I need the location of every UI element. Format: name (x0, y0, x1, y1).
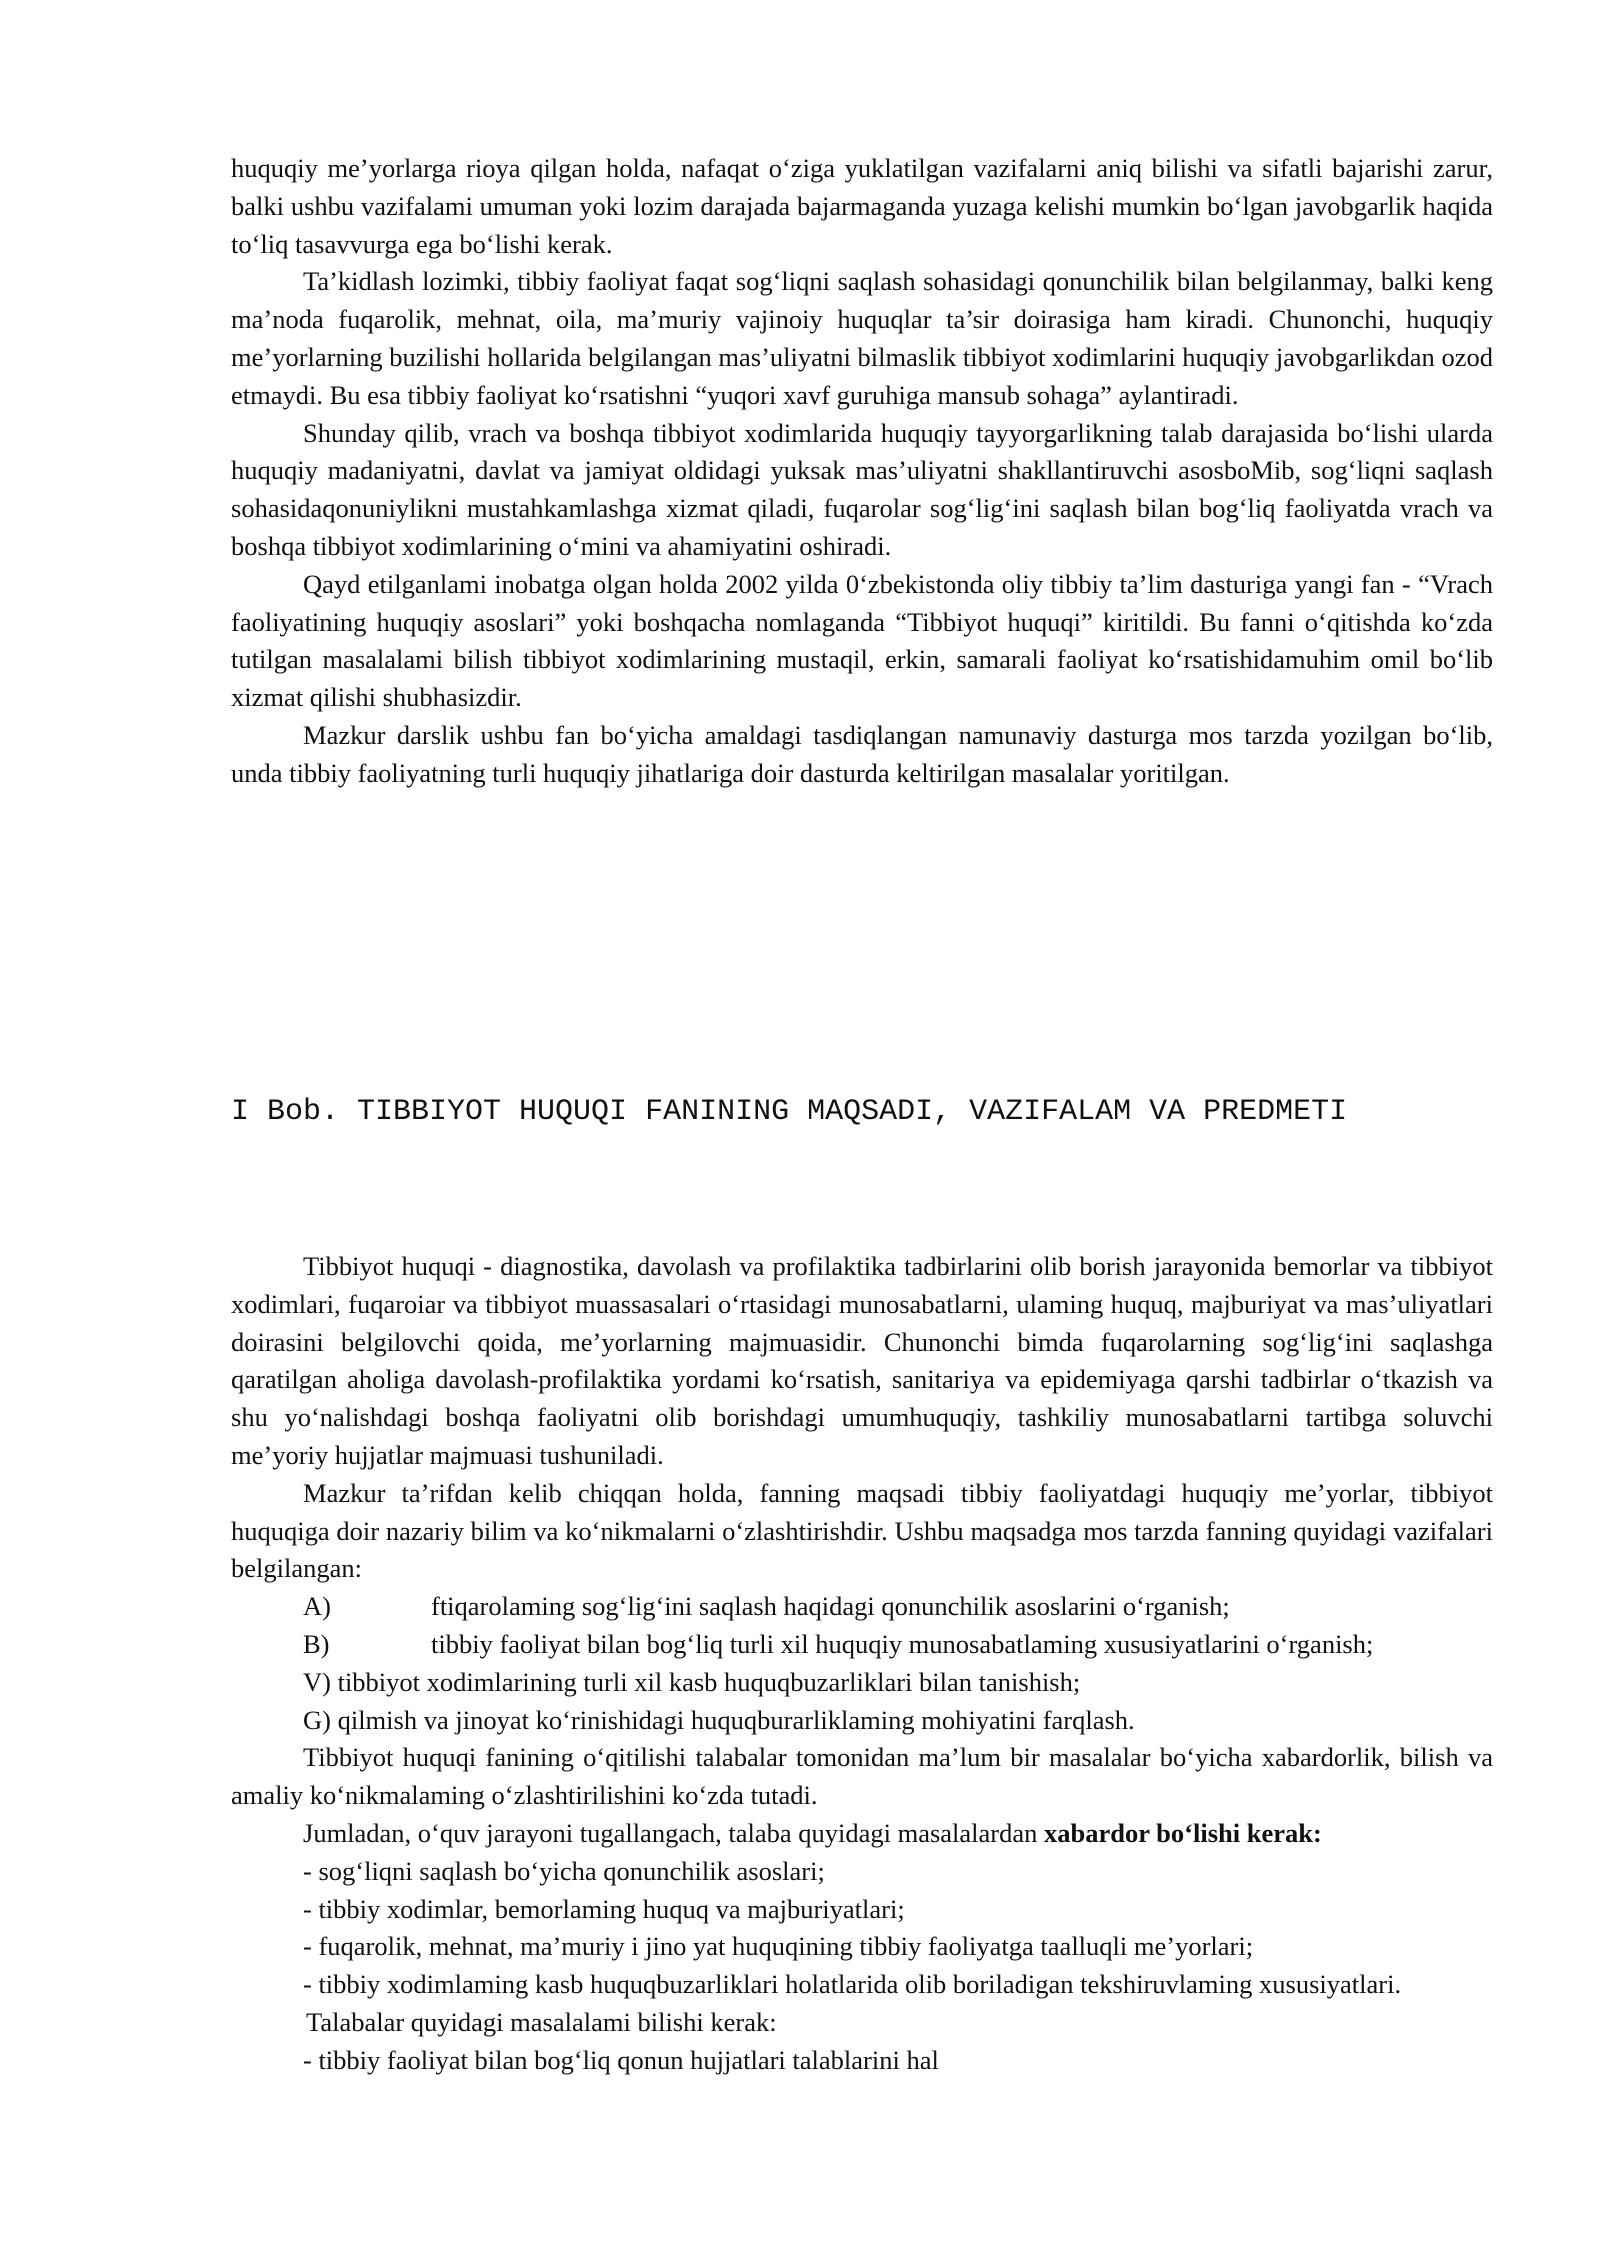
task-item-v: V) tibbiyot xodimlarining turli xil kasb huquqbuzarliklari bilan tanishish; (303, 1666, 1081, 1697)
paragraph-lead: Jumladan, o‘quv jarayoni tugallangach, talaba quyidagi masalalardan (303, 1817, 1045, 1848)
list-item: - fuqarolik, mehnat, ma’muriy i jino yat huquqining tibbiy faoliyatga taalluqli me’yorlari; (303, 1931, 1254, 1962)
paragraph: huquqiy me’yorlarga rioya qilgan holda, nafaqat o‘ziga yuklatilgan vazifalarni aniq bilishi va sifatli bajarishi zarur, balki ushbu vazifalami umuman yoki lozim darajada bajarmaganda yuzaga kelishi mumkin bo‘lgan javobgarlik haqida to‘liq tasavvurga ega bo‘lishi kerak. (231, 153, 1493, 259)
paragraph: Ta’kidlash lozimki, tibbiy faoliyat faqat sog‘liqni saqlash sohasidagi qonunchilik bilan belgilanmay, balki keng ma’noda fuqarolik, mehnat, oila, ma’muriy vajinoiy huquqlar ta’sir doirasiga ham kiradi. Chunonchi, huquqiy me’yorlarning buzilishi hollarida belgilangan mas’uliyatni bilmaslik tibbiyot xodimlarini huquqiy javobgarlikdan ozod etmaydi. Bu esa tibbiy faoliyat ko‘rsatishni “yuqori xavf guruhiga mansub sohaga” aylantiradi. (231, 266, 1493, 410)
paragraph: Shunday qilib, vrach va boshqa tibbiyot xodimlarida huquqiy tayyorgarlikning talab darajasida bo‘lishi ularda huquqiy madaniyatni, davlat va jamiyat oldidagi yuksak mas’uliyatni shakllantiruvchi asosboMib, sog‘liqni saqlash sohasidaqonuniylikni mustahkamlashga xizmat qiladi, fuqarolar sog‘lig‘ini saqlash bilan bog‘liq faoliyatda vrach va boshqa tibbiyot xodimlarining o‘mini va ahamiyatini oshiradi. (231, 417, 1493, 561)
list-item-text: tibbiy faoliyat bilan bog‘liq turli xil huquqiy munosabatlaming xususiyatlarini o‘rganish; (431, 1628, 1374, 1659)
list-item: - sog‘liqni saqlash bo‘yicha qonunchilik asoslari; (303, 1855, 825, 1886)
list-item-text: ftiqarolaming sog‘lig‘ini saqlash haqidagi qonunchilik asoslarini o‘rganish; (431, 1591, 1230, 1622)
intro-section (231, 150, 1493, 793)
bold-phrase: xabardor bo‘lishi kerak: (1044, 1817, 1322, 1848)
task-item-a (231, 1588, 1493, 1626)
paragraph: Tibbiyot huquqi fanining o‘qitilishi talabalar tomonidan ma’lum bir masalalar bo‘yicha xabardorlik, bilish va amaliy ko‘nikmalaming o‘zlashtirilishini ko‘zda tutadi. (231, 1742, 1493, 1811)
paragraph: Mazkur darslik ushbu fan bo‘yicha amaldagi tasdiqlangan namunaviy dasturga mos tarzda yozilgan bo‘lib, unda tibbiy faoliyatning turli huquqiy jihatlariga doir dasturda keltirilgan masalalar yoritilgan. (231, 719, 1493, 788)
task-item-g: G) qilmish va jinoyat ko‘rinishidagi huquqburarliklaming mohiyatini farqlash. (303, 1704, 1135, 1735)
list-marker: B) (303, 1628, 330, 1659)
list-marker: A) (303, 1591, 331, 1622)
list-item: - tibbiy xodimlaming kasb huquqbuzarliklari holatlarida olib boriladigan tekshiruvlaming xususiyatlari. (303, 1969, 1402, 2000)
task-item-b (231, 1626, 1493, 1664)
paragraph: Mazkur ta’rifdan kelib chiqqan holda, fanning maqsadi tibbiy faoliyatdagi huquqiy me’yorlar, tibbiyot huquqiga doir nazariy bilim va ko‘nikmalarni o‘zlashtirishdir. Ushbu maqsadga mos tarzda fanning quyidagi vazifalari belgilangan: (231, 1477, 1493, 1584)
paragraph (231, 1815, 1493, 1853)
paragraph: Qayd etilganlami inobatga olgan holda 2002 yilda 0‘zbekistonda oliy tibbiy ta’lim dasturiga yangi fan - “Vrach faoliyatining huquqiy asoslari” yoki boshqacha nomlaganda “Tibbiyot huquqi” kiritildi. Bu fanni o‘qitishda ko‘zda tutilgan masalalami bilish tibbiyot xodimlarining mustaqil, erkin, samarali faoliyat ko‘rsatishidamuhim omil bo‘lib xizmat qilishi shubhasizdir. (231, 568, 1493, 713)
chapter-body (231, 1248, 1493, 2080)
chapter-heading: I Bob. TIBBIYOT HUQUQI FANINING MAQSADI, VAZIFALAM VA PREDMETI (231, 1095, 1348, 1129)
paragraph: Tibbiyot huquqi - diagnostika, davolash va profilaktika tadbirlarini olib borish jarayonida bemorlar va tibbiyot xodimlari, fuqaroiar va tibbiyot muassasalari o‘rtasidagi munosabatlarni, ulaming huquq, majburiyat va mas’uliyatlari doirasini belgilovchi qoida, me’yorlarning majmuasidir. Chunonchi bimda fuqarolarning sog‘lig‘ini saqlashga qaratilgan aholiga davolash-profilaktika yordami ko‘rsatish, sanitariya va epidemiyaga qarshi tadbirlar o‘tkazish va shu yo‘nalishdagi boshqa faoliyatni olib borishdagi umumhuquqiy, tashkiliy munosabatlarni tartibga soluvchi me’yoriy hujjatlar majmuasi tushuniladi. (231, 1251, 1493, 1470)
list-item: - tibbiy faoliyat bilan bog‘liq qonun hujjatlari talablarini hal (303, 2044, 939, 2075)
paragraph: Talabalar quyidagi masalalami bilishi kerak: (306, 2006, 777, 2037)
list-item: - tibbiy xodimlar, bemorlaming huquq va majburiyatlari; (303, 1893, 905, 1924)
